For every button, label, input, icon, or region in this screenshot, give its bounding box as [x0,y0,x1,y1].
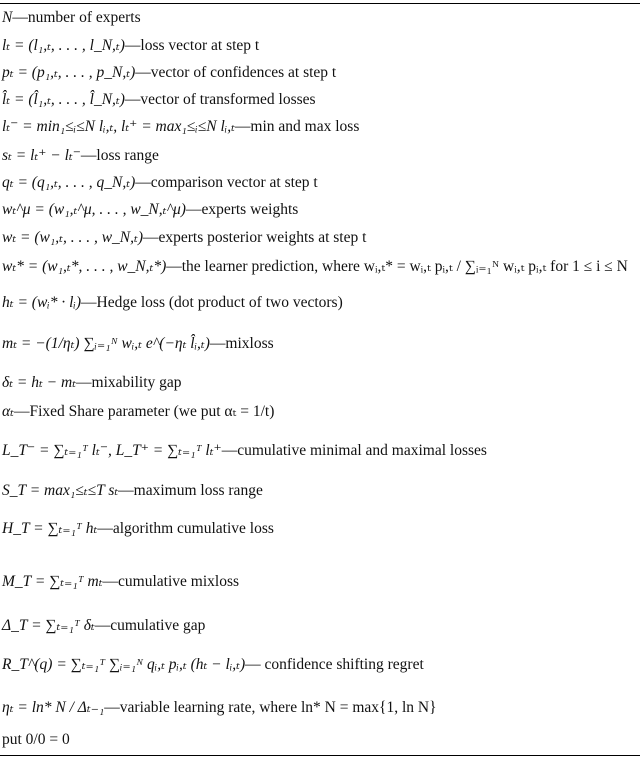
table-row [2,731,638,749]
description: —cumulative gap [94,617,206,634]
formula: wₜ = (w₁,ₜ, . . . , w_N,ₜ) [2,229,143,246]
description: —loss vector at step t [124,37,260,54]
table-row [2,482,638,500]
formula: L_T⁻ = ∑ₜ₌₁ᵀ lₜ⁻, L_T⁺ = ∑ₜ₌₁ᵀ lₜ⁺ [2,442,222,459]
description: —Fixed Share parameter (we put αₜ = 1/t) [13,403,275,420]
table-row [2,520,638,538]
formula: M_T = ∑ₜ₌₁ᵀ mₜ [2,573,103,590]
formula: pₜ = (p₁,ₜ, . . . , p_N,ₜ) [2,64,136,81]
description: —loss range [80,147,159,164]
table-top-rule [0,3,640,4]
table-row [2,9,638,27]
table-row [2,403,638,421]
description: —experts posterior weights at step t [143,229,367,246]
description: —Hedge loss (dot product of two vectors) [81,294,343,311]
description: —comparison vector at step t [135,174,318,191]
table-row [2,335,638,353]
table-row [2,174,638,192]
formula: δₜ = hₜ − mₜ [2,374,77,391]
description: —vector of confidences at step t [135,64,337,81]
table-row [2,442,638,460]
description: —number of experts [12,9,141,26]
table-row [2,258,638,276]
formula: hₜ = (wᵢ* · lᵢ) [2,294,82,311]
description: —vector of transformed losses [124,91,316,108]
table-row [2,617,638,635]
table-row [2,229,638,247]
formula: lₜ = (l₁,ₜ, . . . , l_N,ₜ) [2,37,125,54]
formula: ηₜ = ln* N / Δₜ₋₁ [2,699,105,716]
description: —mixability gap [76,374,182,391]
formula: wₜ* = (w₁,ₜ*, . . . , w_N,ₜ*) [2,258,167,275]
table-row [2,37,638,55]
table-row [2,201,638,219]
table-row [2,64,638,82]
formula: sₜ = lₜ⁺ − lₜ⁻ [2,147,81,164]
description: —variable learning rate, where ln* N = max{1, ln N} [104,699,437,716]
table-row [2,147,638,165]
formula: qₜ = (q₁,ₜ, . . . , q_N,ₜ) [2,174,136,191]
table-row [2,294,638,312]
description: —mixloss [209,335,274,352]
description: —the learner prediction, where wᵢ,ₜ* = wᵢ,ₜ pᵢ,ₜ / ∑ᵢ₌₁ᴺ wᵢ,ₜ pᵢ,ₜ for 1 ≤ i ≤ N [166,258,628,275]
description: —algorithm cumulative loss [97,520,274,537]
formula: wₜ^μ = (w₁,ₜ^μ, . . . , w_N,ₜ^μ) [2,201,186,218]
formula: S_T = max₁≤ₜ≤T sₜ [2,482,119,499]
formula: αₜ [2,403,14,420]
description: —cumulative minimal and maximal losses [221,442,487,459]
formula: Δ_T = ∑ₜ₌₁ᵀ δₜ [2,617,95,634]
formula: lₜ⁻ = min₁≤ᵢ≤N lᵢ,ₜ, lₜ⁺ = max₁≤ᵢ≤N lᵢ,ₜ [2,118,235,135]
table-row [2,699,638,717]
formula: put 0/0 = 0 [2,731,70,748]
table-row [2,118,638,136]
formula: R_T^(q) = ∑ₜ₌₁ᵀ ∑ᵢ₌₁ᴺ qᵢ,ₜ pᵢ,ₜ (hₜ − lᵢ,ₜ) [2,656,246,673]
description: — confidence shifting regret [245,656,424,673]
description: —cumulative mixloss [102,573,240,590]
formula: mₜ = −(1/ηₜ) ∑ᵢ₌₁ᴺ wᵢ,ₜ e^(−ηₜ l̂ᵢ,ₜ) [2,335,210,352]
table-row [2,91,638,109]
table-row [2,656,638,674]
formula: l̂ₜ = (l̂₁,ₜ, . . . , l̂_N,ₜ) [2,91,125,108]
formula: H_T = ∑ₜ₌₁ᵀ hₜ [2,520,98,537]
table-row [2,374,638,392]
table-bottom-rule [0,755,640,756]
description: —experts weights [185,201,299,218]
description: —maximum loss range [118,482,263,499]
table-row [2,573,638,591]
formula: N [2,9,13,26]
description: —min and max loss [234,118,360,135]
